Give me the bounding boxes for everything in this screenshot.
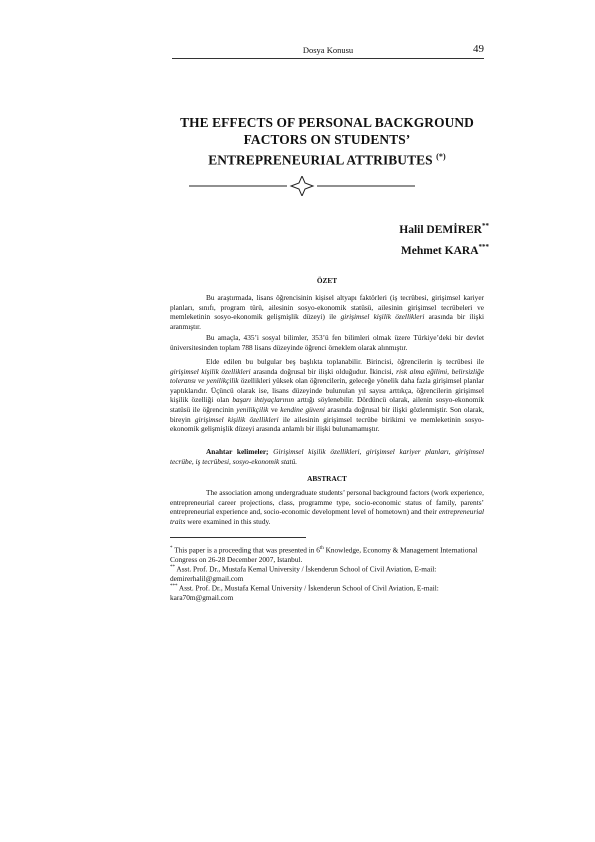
abstract-heading: ABSTRACT [307, 474, 347, 483]
abstract-paragraph-1: The association among undergraduate students’ personal background factors (work experience, entrepreneurial career projections, class, programme type, socio-economic status of family, parents’ entrepreneurial experience and, socio-economic development level of hometown) and their entrepreneurial traits were examined in this study. [170, 488, 484, 526]
footnote-2: ** Asst. Prof. Dr., Mustafa Kemal University / İskenderun School of Civil Aviation, E-mail: demirerhalil@gmail.com [170, 564, 437, 583]
footnote-3: *** Asst. Prof. Dr., Mustafa Kemal University / İskenderun School of Civil Aviation, E-mail: kara70m@gmail.com [170, 583, 439, 602]
footnote-rule [170, 537, 306, 538]
title-line-3-text: ENTREPRENEURIAL ATTRIBUTES [208, 152, 433, 168]
keywords-label: Anahtar kelimeler; [206, 447, 269, 456]
page-number: 49 [473, 43, 484, 55]
title-line-3 [150, 148, 504, 168]
ozet-keywords [170, 447, 484, 466]
keywords-list: Girişimsel kişilik özellikleri, girişimsel kariyer planları, girişimsel tecrübe, iş tecrübesi, sosyo-ekonomik statü. [170, 447, 484, 466]
authors-block [399, 218, 489, 260]
author-2-marker: *** [478, 242, 489, 251]
running-header [172, 44, 484, 59]
journal-section-title: Dosya Konusu [302, 45, 354, 55]
ozet-heading: ÖZET [316, 276, 338, 285]
ozet-paragraph-2: Bu amaçla, 435’i sosyal bilimler, 353’ü fen bilimleri olmak üzere Türkiye’deki bir devlet üniversitesinden toplam 788 lisans düzeyinde öğrenci örneklem olarak alınmıştır. [170, 333, 484, 352]
paper-title [150, 114, 504, 168]
four-point-star-icon [291, 176, 313, 196]
ozet-paragraph-1: Bu araştırmada, lisans öğrencisinin kişisel altyapı faktörleri (iş tecrübesi, girişimsel kariyer planları, sınıfı, program türü, ailesinin sosyo-ekonomik statüsü, ailesinin girişimsel tecrübeleri ve memleketinin sosyo-ekonomik gelişmişlik düzeyi) ile girişimsel kişilik özellikleri arasında bir ilişki aranmıştır. [170, 293, 484, 331]
author-1 [399, 218, 489, 239]
title-line-2: FACTORS ON STUDENTS’ [243, 132, 411, 147]
author-2 [399, 239, 489, 260]
ozet-paragraph-3: Elde edilen bu bulgular beş başlıkta toplanabilir. Birincisi, öğrencilerin iş tecrübesi ile girişimsel kişilik özellikleri arasında doğrusal bir ilişki olduğudur. İkincisi, risk alma eğilimi, belirsizliğe toleransı ve yenilikçilik özellikleri yüksek olan öğrencilerin, geleceğe yönelik daha fazla girişimsel planlar yaptıklarıdır. Üçüncü olarak ise, lisans düzeyinde bulunulan yıl sayısı arttıkça, öğrencilerin girişimsel kişilik özelliği olan başarı ihtiyaçlarının arttığı söylenebilir. Dördüncü olarak, ailenin sosyo-ekonomik statüsü ile öğrencinin yenilikçilik ve kendine güveni arasında doğrusal bir ilişki gözlenmiştir. Son olarak, bireyin girişimsel kişilik özellikleri ile ailesinin girişimsel tecrübe birikimi ve memleketinin sosyo-ekonomik gelişmişlik düzeyi arasında anlamlı bir ilişki bulunamamıştır. [170, 357, 485, 434]
title-footnote-marker: (*) [436, 152, 446, 161]
author-1-name: Halil DEMİRER [399, 223, 482, 236]
author-1-marker: ** [482, 222, 489, 230]
title-line-1: THE EFFECTS OF PERSONAL BACKGROUND [180, 115, 474, 130]
ornament-divider [189, 176, 415, 196]
footnote-1: * This paper is a proceeding that was presented in 6th Knowledge, Economy & Management International Congress on 26-28 December 2007, Istanbul. [170, 545, 478, 564]
author-2-name: Mehmet KARA [400, 244, 479, 257]
ozet-p1-italic: girişimsel kişilik özellikleri [340, 312, 425, 322]
